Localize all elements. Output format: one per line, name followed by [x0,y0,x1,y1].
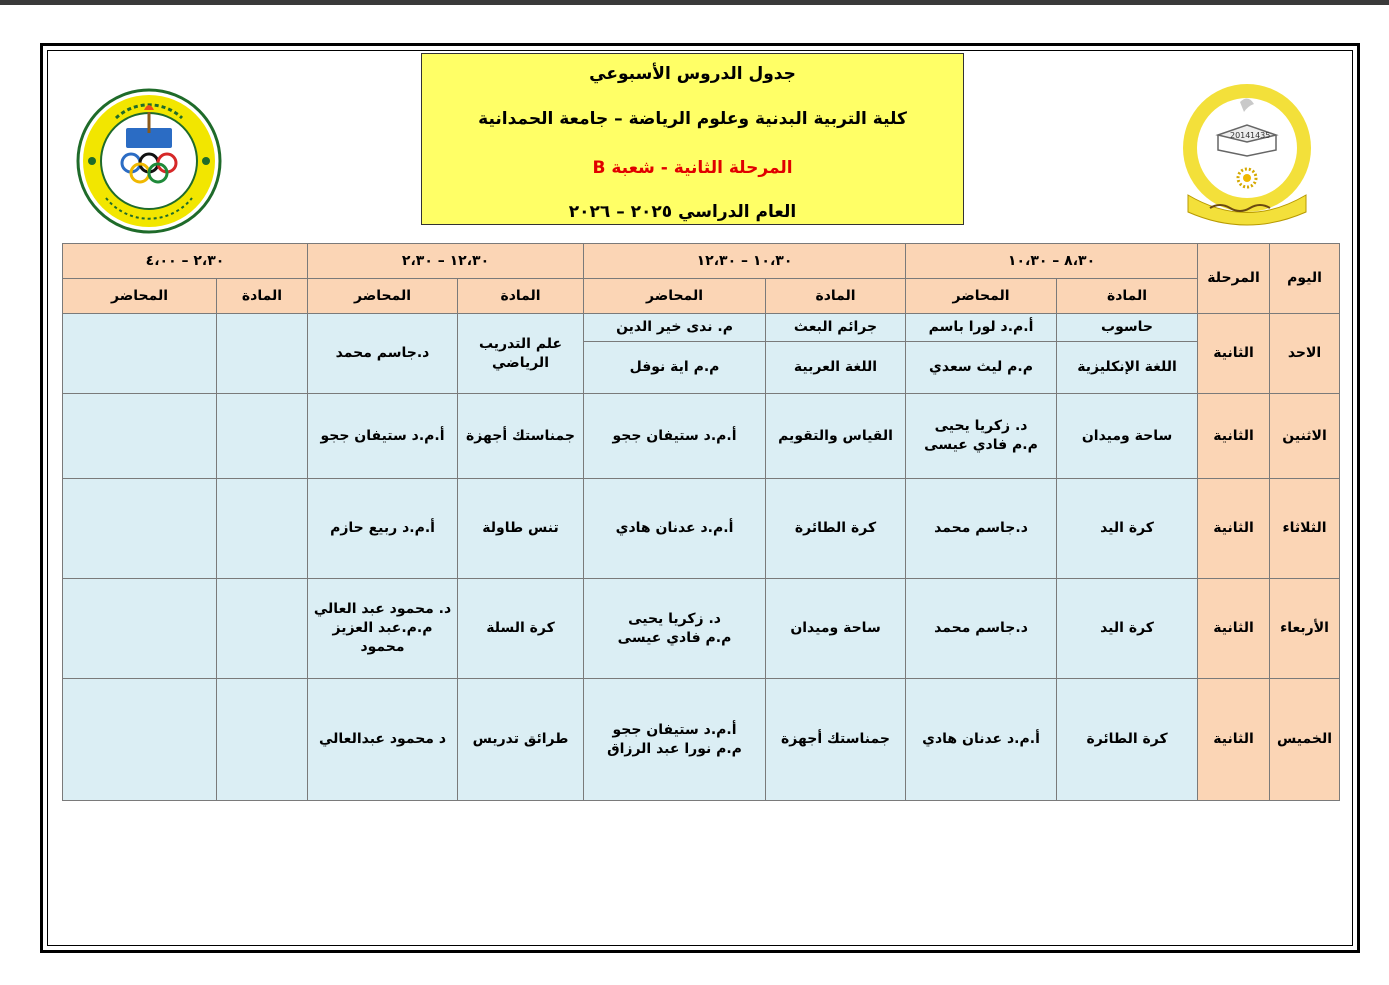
header-lecturer: المحاضر [584,279,766,314]
header-period-3: ١٢،٣٠ – ٢،٣٠ [308,244,584,279]
lecturer-cell: م.م اية نوفل [584,342,766,394]
top-bar [0,0,1389,5]
subject-cell: كرة اليد [1057,579,1198,679]
subject-cell [217,314,308,394]
header-subject: المادة [1057,279,1198,314]
header-day: اليوم [1270,244,1340,314]
subject-cell: كرة السلة [458,579,584,679]
header-subject: المادة [217,279,308,314]
header-period-4: ٢،٣٠ – ٤،٠٠ [63,244,308,279]
table-row [63,479,1340,579]
lecturer-cell: م.م ليث سعدي [906,342,1057,394]
header-lecturer: المحاضر [906,279,1057,314]
stage-cell: الثانية [1198,579,1270,679]
lecturer-cell: م. ندى خير الدين [584,314,766,342]
year-left-text: 2014 [1230,131,1251,140]
stage-cell: الثانية [1198,314,1270,394]
header-period-2: ١٠،٣٠ – ١٢،٣٠ [584,244,906,279]
subject-cell: طرائق تدريس [458,679,584,801]
table-row [63,579,1340,679]
university-logo [1180,80,1315,230]
lecturer-cell: أ.م.د عدنان هادي [584,479,766,579]
subject-cell: كرة الطائرة [1057,679,1198,801]
day-cell: الاثنين [1270,394,1340,479]
subject-cell: كرة اليد [1057,479,1198,579]
stage-cell: الثانية [1198,479,1270,579]
day-cell: الخميس [1270,679,1340,801]
lecturer-cell: د. محمود عبد العالي م.م.عبد العزيز محمود [308,579,458,679]
year-right-text: 1435 [1250,131,1271,140]
subject-cell: حاسوب [1057,314,1198,342]
lecturer-cell [63,579,217,679]
college-name: كلية التربية البدنية وعلوم الرياضة – جامعة الحمدانية [478,109,907,129]
lecturer-cell [63,479,217,579]
header-stage: المرحلة [1198,244,1270,314]
academic-year: العام الدراسي ٢٠٢٥ – ٢٠٢٦ [568,202,797,222]
lecturer-cell: د.جاسم محمد [906,479,1057,579]
lecturer-cell: أ.م.د ستيفان ججو م.م نورا عبد الرزاق [584,679,766,801]
day-cell: الأربعاء [1270,579,1340,679]
table-row [63,314,1340,342]
header-lecturer: المحاضر [308,279,458,314]
header-subject: المادة [766,279,906,314]
title-box [421,53,964,225]
day-cell: الثلاثاء [1270,479,1340,579]
schedule-table [62,243,1340,801]
lecturer-cell [63,314,217,394]
stage-cell: الثانية [1198,679,1270,801]
subject-cell: ساحة وميدان [1057,394,1198,479]
subject-cell: علم التدريب الرياضي [458,314,584,394]
subject-cell: جرائم البعث [766,314,906,342]
schedule-title: جدول الدروس الأسبوعي [589,64,796,84]
lecturer-cell: د. زكريا يحيى م.م فادي عيسى [906,394,1057,479]
lecturer-cell: د.جاسم محمد [308,314,458,394]
lecturer-cell [63,679,217,801]
subject-cell: اللغة العربية [766,342,906,394]
lecturer-cell: أ.م.د ربيع حازم [308,479,458,579]
subject-cell: تنس طاولة [458,479,584,579]
lecturer-cell: د.جاسم محمد [906,579,1057,679]
lecturer-cell: أ.م.د ستيفان ججو [308,394,458,479]
subject-cell: جمناستك أجهزة [458,394,584,479]
subject-cell: جمناستك أجهزة [766,679,906,801]
header-period-1: ٨،٣٠ – ١٠،٣٠ [906,244,1198,279]
lecturer-cell: أ.م.د لورا باسم [906,314,1057,342]
subject-cell: القياس والتقويم [766,394,906,479]
lecturer-cell: أ.م.د عدنان هادي [906,679,1057,801]
subject-cell [217,394,308,479]
college-logo [76,88,222,234]
table-row [63,394,1340,479]
subject-cell: اللغة الإنكليزية [1057,342,1198,394]
subject-cell: ساحة وميدان [766,579,906,679]
header-subject: المادة [458,279,584,314]
lecturer-cell: أ.م.د ستيفان ججو [584,394,766,479]
header-lecturer: المحاضر [63,279,217,314]
stage-cell: الثانية [1198,394,1270,479]
day-cell: الاحد [1270,314,1340,394]
lecturer-cell: د محمود عبدالعالي [308,679,458,801]
table-row [63,679,1340,801]
subject-cell [217,679,308,801]
subject-cell [217,579,308,679]
lecturer-cell: د. زكريا يحيى م.م فادي عيسى [584,579,766,679]
stage-section: المرحلة الثانية - شعبة B [592,158,793,178]
subject-cell: كرة الطائرة [766,479,906,579]
subject-cell [217,479,308,579]
lecturer-cell [63,394,217,479]
